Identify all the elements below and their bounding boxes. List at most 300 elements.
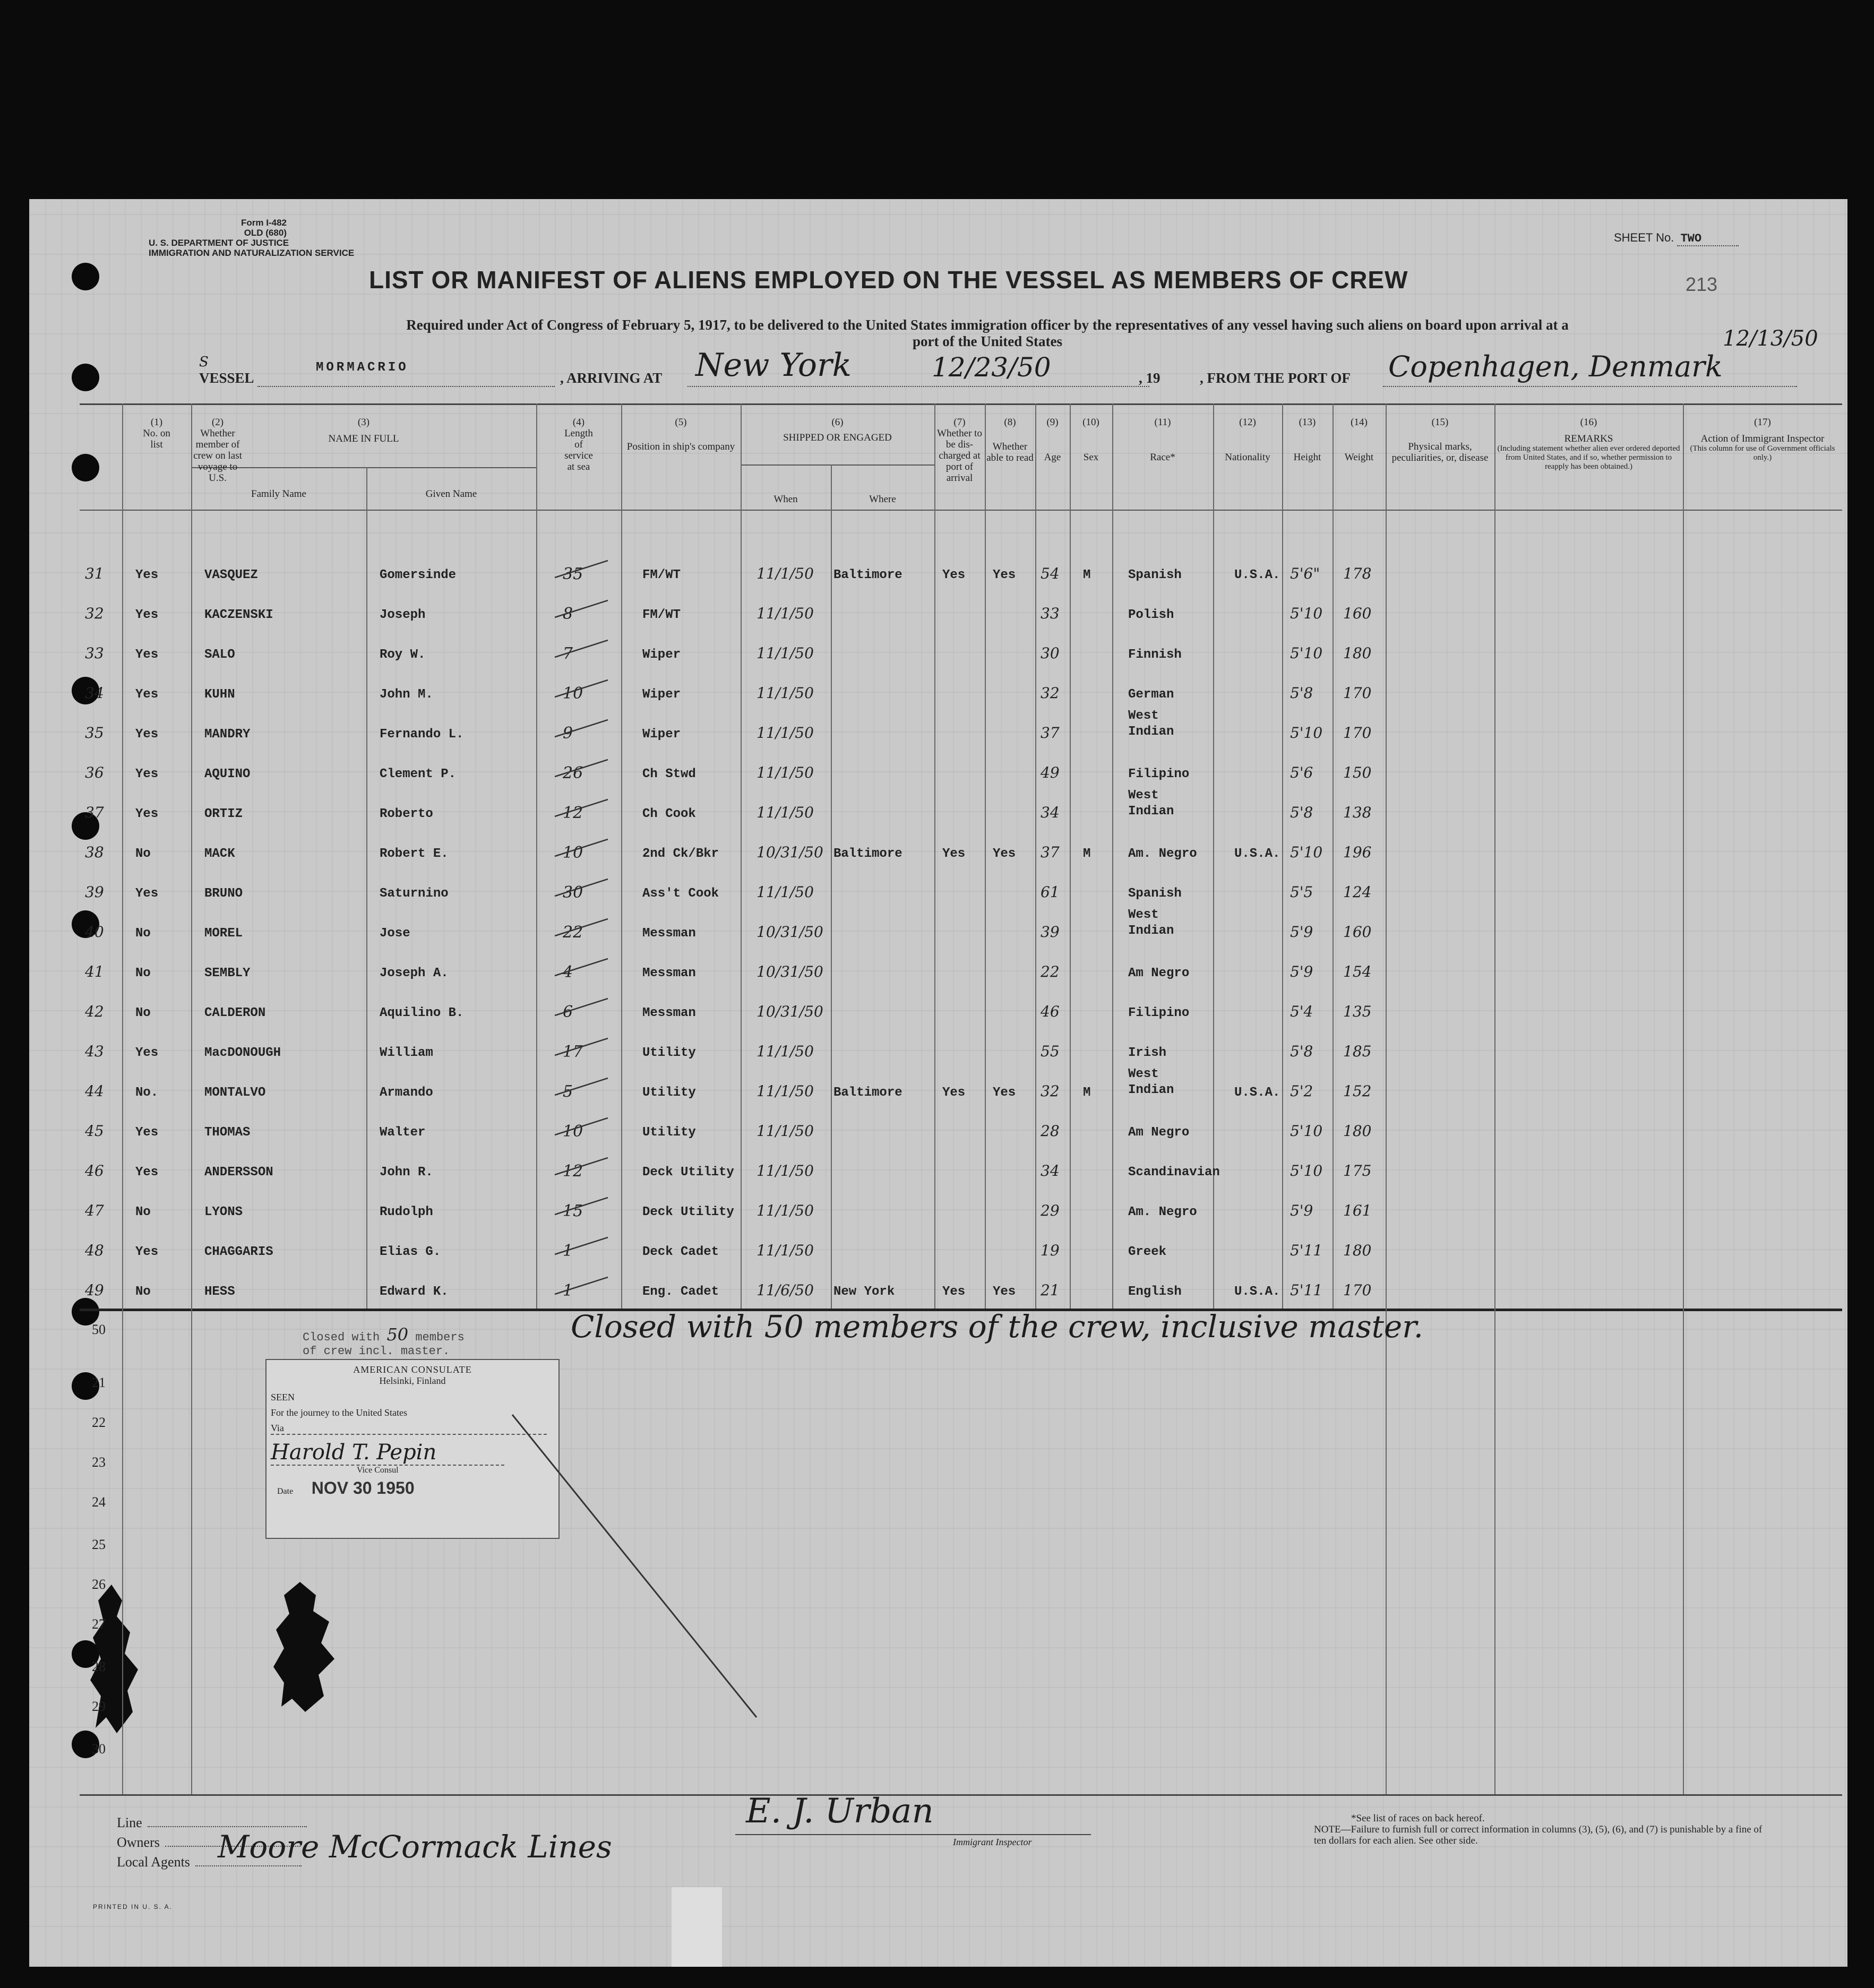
col-num: (11) <box>1154 417 1171 428</box>
row-shipped-where: New York <box>833 1285 895 1299</box>
table-bottom-rule <box>80 1794 1842 1796</box>
vessel-name: MORMACRIO <box>316 360 409 375</box>
row-previous-voyage: Yes <box>135 1125 159 1140</box>
row-service-years: 8 <box>563 605 573 623</box>
col-inspector-note: (This column for use of Government officials only.) <box>1690 444 1835 462</box>
page-number: 213 <box>1686 273 1718 295</box>
races-note: *See list of races on back hereof. <box>1351 1813 1485 1824</box>
row-weight: 152 <box>1343 1082 1372 1100</box>
row-race: Greek <box>1128 1245 1167 1259</box>
row-position: Messman <box>642 966 696 980</box>
tally-stroke <box>552 1074 611 1100</box>
col-num: (4) <box>572 417 585 428</box>
inspector-label: Immigrant Inspector <box>953 1837 1032 1847</box>
row-shipped-when: 10/31/50 <box>757 923 823 941</box>
row-race: Spanish <box>1128 887 1182 901</box>
line-number: 24 <box>92 1494 106 1510</box>
col-num: (2) <box>211 417 224 428</box>
col-family-name: Family Name <box>251 488 306 500</box>
row-discharged: Yes <box>942 568 966 582</box>
row-given-name: John R. <box>380 1165 433 1180</box>
col-physical-marks: Physical marks, peculiarities, or, disease <box>1391 441 1489 463</box>
line-number: 25 <box>92 1537 106 1552</box>
service: IMMIGRATION AND NATURALIZATION SERVICE <box>149 248 355 258</box>
diagonal-stroke <box>507 1409 772 1728</box>
footer-agents-value: Moore McCormack Lines <box>218 1829 612 1865</box>
row-number: 31 <box>85 565 104 582</box>
row-weight: 175 <box>1343 1162 1372 1180</box>
tally-stroke <box>552 1034 611 1061</box>
printed-mark: PRINTED IN U. S. A. <box>93 1903 173 1910</box>
row-height: 5'10 <box>1290 644 1323 662</box>
row-discharged: Yes <box>942 847 966 861</box>
tally-stroke <box>552 716 611 742</box>
row-race: Am. Negro <box>1128 847 1197 861</box>
row-age: 34 <box>1041 1162 1060 1180</box>
row-nationality: U.S.A. <box>1234 568 1280 582</box>
line-number: 28 <box>92 1659 106 1674</box>
row-age: 34 <box>1041 804 1060 821</box>
row-given-name: Gomersinde <box>380 568 457 582</box>
row-family-name: SALO <box>204 648 235 662</box>
tally-stroke <box>552 994 611 1021</box>
row-shipped-when: 11/1/50 <box>757 764 814 781</box>
row-service-years: 17 <box>563 1043 583 1061</box>
row-nationality: U.S.A. <box>1234 1285 1280 1299</box>
inspector-signature: E. J. Urban <box>746 1792 934 1831</box>
row-previous-voyage: Yes <box>135 568 159 582</box>
row-shipped-when: 11/6/50 <box>757 1281 814 1299</box>
row-position: FM/WT <box>642 568 681 582</box>
row-height: 5'10 <box>1290 844 1323 861</box>
col-age: Age <box>1044 452 1061 463</box>
row-given-name: Elias G. <box>380 1245 441 1259</box>
row-race: Scandinavian <box>1128 1165 1220 1180</box>
row-nationality: U.S.A. <box>1234 1086 1280 1100</box>
row-position: Deck Utility <box>642 1165 734 1180</box>
stamp-journey: For the journey to the United States <box>271 1407 407 1418</box>
row-able-to-read: Yes <box>993 568 1016 582</box>
tally-stroke <box>552 835 611 862</box>
row-family-name: MACK <box>204 847 235 861</box>
col-num: (14) <box>1351 417 1368 428</box>
col-when: When <box>773 494 798 505</box>
line-number: 23 <box>92 1455 106 1470</box>
closing-handwritten: Closed with 50 members of the crew, inclusive master. <box>571 1309 1424 1345</box>
row-shipped-when: 11/1/50 <box>757 1202 814 1219</box>
row-weight: 154 <box>1343 963 1372 980</box>
row-family-name: THOMAS <box>204 1125 251 1140</box>
row-number: 43 <box>85 1043 104 1060</box>
row-position: Ch Cook <box>642 807 696 821</box>
row-position: Messman <box>642 926 696 941</box>
row-weight: 178 <box>1343 565 1372 582</box>
row-given-name: Walter <box>380 1125 426 1140</box>
row-previous-voyage: Yes <box>135 727 159 742</box>
row-height: 5'9 <box>1290 963 1313 980</box>
row-given-name: Robert E. <box>380 847 449 861</box>
row-family-name: MANDRY <box>204 727 251 742</box>
line-number: 50 <box>92 1322 106 1337</box>
tally-stroke <box>552 755 611 782</box>
row-service-years: 30 <box>563 883 583 902</box>
col-weight: Weight <box>1344 452 1374 463</box>
col-length-of-service: Length of service at sea <box>564 428 593 472</box>
row-height: 5'11 <box>1290 1281 1323 1299</box>
year-label: , 19 <box>1139 370 1160 386</box>
row-number: 32 <box>85 605 104 622</box>
row-number: 49 <box>85 1281 104 1299</box>
row-given-name: Roy W. <box>380 648 426 662</box>
row-given-name: Saturnino <box>380 887 449 901</box>
tally-stroke <box>552 1233 611 1260</box>
tally-stroke <box>552 676 611 702</box>
tally-stroke <box>552 795 611 822</box>
line-number: 21 <box>92 1375 106 1390</box>
row-position: Messman <box>642 1006 696 1020</box>
closing-typed-suffix: members <box>415 1331 465 1344</box>
row-family-name: MacDONOUGH <box>204 1046 281 1060</box>
row-shipped-when: 10/31/50 <box>757 844 823 861</box>
col-num: (13) <box>1299 417 1316 428</box>
tally-stroke <box>552 1193 611 1220</box>
col-sex: Sex <box>1083 452 1099 463</box>
row-height: 5'6 <box>1290 764 1313 781</box>
footer-line-label: Line <box>117 1815 142 1830</box>
row-number: 39 <box>85 883 104 901</box>
col-able-to-read: Whether able to read <box>986 441 1034 463</box>
row-able-to-read: Yes <box>993 1086 1016 1100</box>
tally-stroke <box>552 1114 611 1140</box>
row-previous-voyage: No <box>135 1285 151 1299</box>
row-age: 19 <box>1041 1242 1060 1259</box>
col-shipped: SHIPPED OR ENGAGED <box>783 432 892 443</box>
col-num: (15) <box>1431 417 1449 428</box>
row-age: 32 <box>1041 1082 1060 1100</box>
s-mark: S <box>199 354 209 370</box>
row-number: 36 <box>85 764 104 781</box>
row-service-years: 1 <box>563 1242 573 1260</box>
row-family-name: CHAGGARIS <box>204 1245 273 1259</box>
row-race: West <box>1128 788 1159 803</box>
row-previous-voyage: Yes <box>135 687 159 702</box>
row-weight: 124 <box>1343 883 1372 901</box>
row-position: Deck Utility <box>642 1205 734 1219</box>
row-family-name: SEMBLY <box>204 966 251 980</box>
row-able-to-read: Yes <box>993 847 1016 861</box>
row-service-years: 4 <box>563 963 573 982</box>
row-number: 33 <box>85 644 104 662</box>
row-race-line2: Indian <box>1128 924 1174 938</box>
row-weight: 135 <box>1343 1003 1372 1020</box>
row-shipped-when: 11/1/50 <box>757 883 814 901</box>
row-previous-voyage: Yes <box>135 648 159 662</box>
row-family-name: MONTALVO <box>204 1086 266 1100</box>
sheet-value: TWO <box>1677 232 1739 246</box>
row-weight: 180 <box>1343 1122 1372 1140</box>
row-position: Wiper <box>642 687 681 702</box>
row-age: 30 <box>1041 644 1060 662</box>
row-service-years: 7 <box>563 644 573 663</box>
row-weight: 180 <box>1343 1242 1372 1259</box>
row-family-name: AQUINO <box>204 767 251 781</box>
closing-typed-line2: of crew incl. master. <box>303 1345 450 1358</box>
row-family-name: BRUNO <box>204 887 243 901</box>
row-race: German <box>1128 687 1174 702</box>
row-position: Wiper <box>642 727 681 742</box>
ink-blot <box>263 1579 342 1717</box>
row-service-years: 9 <box>563 724 573 743</box>
col-num: (12) <box>1239 417 1256 428</box>
row-weight: 196 <box>1343 844 1372 861</box>
closing-count: 50 <box>386 1324 409 1345</box>
row-service-years: 12 <box>563 1162 583 1181</box>
row-age: 33 <box>1041 605 1060 622</box>
row-number: 47 <box>85 1202 104 1219</box>
row-height: 5'8 <box>1290 804 1313 821</box>
vessel-label: VESSEL <box>199 370 254 386</box>
tally-stroke <box>552 875 611 901</box>
row-service-years: 5 <box>563 1082 573 1101</box>
row-family-name: MOREL <box>204 926 243 941</box>
row-position: Eng. Cadet <box>642 1285 719 1299</box>
row-position: Wiper <box>642 648 681 662</box>
row-height: 5'10 <box>1290 1162 1323 1180</box>
row-race: Am Negro <box>1128 966 1190 980</box>
footer-agents-label: Local Agents <box>117 1854 190 1870</box>
row-height: 5'8 <box>1290 1043 1313 1060</box>
stamp-signature: Harold T. Pepin <box>271 1440 504 1466</box>
row-family-name: ANDERSSON <box>204 1165 273 1180</box>
row-given-name: John M. <box>380 687 433 702</box>
row-given-name: Rudolph <box>380 1205 433 1219</box>
row-family-name: ORTIZ <box>204 807 243 821</box>
row-shipped-when: 11/1/50 <box>757 1043 814 1060</box>
department: U. S. DEPARTMENT OF JUSTICE <box>149 238 289 248</box>
row-age: 39 <box>1041 923 1060 941</box>
row-race: West <box>1128 908 1159 922</box>
row-previous-voyage: No. <box>135 1086 159 1100</box>
row-position: Deck Cadet <box>642 1245 719 1259</box>
col-previous-voyage: Whether member of crew on last voyage to U.S. <box>193 428 242 484</box>
row-previous-voyage: Yes <box>135 807 159 821</box>
row-given-name: Joseph A. <box>380 966 449 980</box>
row-height: 5'10 <box>1290 1122 1323 1140</box>
row-race: English <box>1128 1285 1182 1299</box>
stamp-date: NOV 30 1950 <box>311 1478 415 1498</box>
row-race-line2: Indian <box>1128 725 1174 739</box>
row-race: Finnish <box>1128 648 1182 662</box>
row-position: Ass't Cook <box>642 887 719 901</box>
row-position: Utility <box>642 1046 696 1060</box>
row-previous-voyage: No <box>135 1205 151 1219</box>
row-given-name: Clement P. <box>380 767 457 781</box>
row-height: 5'8 <box>1290 684 1313 702</box>
row-service-years: 12 <box>563 804 583 822</box>
stamp-date-label: Date <box>277 1487 294 1496</box>
page-title: LIST OR MANIFEST OF ALIENS EMPLOYED ON THE VESSEL AS MEMBERS OF CREW <box>369 266 1408 294</box>
row-shipped-when: 11/1/50 <box>757 804 814 821</box>
row-sex: M <box>1083 1086 1091 1100</box>
col-no-on-list: No. on list <box>143 428 170 450</box>
row-given-name: Jose <box>380 926 410 941</box>
arriving-label: , ARRIVING AT <box>560 370 663 386</box>
row-previous-voyage: Yes <box>135 1165 159 1180</box>
row-family-name: LYONS <box>204 1205 243 1219</box>
line-number: 27 <box>92 1616 106 1632</box>
col-height: Height <box>1293 452 1321 463</box>
row-sex: M <box>1083 847 1091 861</box>
row-given-name: Armando <box>380 1086 433 1100</box>
row-discharged: Yes <box>942 1285 966 1299</box>
row-able-to-read: Yes <box>993 1285 1016 1299</box>
requirement-text-2: port of the United States <box>913 333 1062 349</box>
row-race: Am Negro <box>1128 1125 1190 1140</box>
header-bottom-rule <box>80 510 1842 511</box>
row-height: 5'11 <box>1290 1242 1323 1259</box>
row-shipped-when: 11/1/50 <box>757 684 814 702</box>
row-height: 5'10 <box>1290 605 1323 622</box>
sheet-label: SHEET No. <box>1614 231 1674 244</box>
row-shipped-when: 11/1/50 <box>757 1082 814 1100</box>
row-shipped-when: 11/1/50 <box>757 565 814 582</box>
row-discharged: Yes <box>942 1086 966 1100</box>
row-race-line2: Indian <box>1128 1083 1174 1097</box>
row-previous-voyage: Yes <box>135 767 159 781</box>
col-num: (6) <box>831 417 844 428</box>
row-race: Am. Negro <box>1128 1205 1197 1219</box>
row-shipped-when: 11/1/50 <box>757 1162 814 1180</box>
row-shipped-where: Baltimore <box>833 1086 902 1100</box>
row-number: 46 <box>85 1162 104 1180</box>
row-number: 40 <box>85 923 104 941</box>
row-service-years: 22 <box>563 923 583 942</box>
row-number: 45 <box>85 1122 104 1140</box>
col-num: (8) <box>1004 417 1016 428</box>
row-number: 38 <box>85 844 104 861</box>
row-race: Filipino <box>1128 767 1190 781</box>
col-name-in-full: NAME IN FULL <box>328 433 399 444</box>
row-number: 42 <box>85 1003 104 1020</box>
col-remarks: REMARKS <box>1564 433 1613 444</box>
row-age: 46 <box>1041 1003 1060 1020</box>
row-age: 22 <box>1041 963 1060 980</box>
row-position: Ch Stwd <box>642 767 696 781</box>
row-weight: 160 <box>1343 923 1372 941</box>
tally-stroke <box>552 636 611 662</box>
row-given-name: William <box>380 1046 433 1060</box>
row-given-name: Edward K. <box>380 1285 449 1299</box>
row-shipped-when: 11/1/50 <box>757 724 814 742</box>
tally-stroke <box>552 915 611 941</box>
row-race: Irish <box>1128 1046 1167 1060</box>
row-shipped-when: 11/1/50 <box>757 605 814 622</box>
row-height: 5'5 <box>1290 883 1313 901</box>
col-remarks-note: (Including statement whether alien ever ordered deported from United States, and if so, whether permission to reapply has been obtained.) <box>1497 444 1680 471</box>
row-service-years: 15 <box>563 1202 583 1220</box>
row-age: 49 <box>1041 764 1060 781</box>
row-service-years: 35 <box>563 565 583 583</box>
punch-hole <box>72 364 99 391</box>
tally-stroke <box>552 1154 611 1180</box>
row-family-name: CALDERON <box>204 1006 266 1020</box>
row-previous-voyage: Yes <box>135 1245 159 1259</box>
row-weight: 170 <box>1343 1281 1372 1299</box>
col-num: (1) <box>150 417 163 428</box>
row-race: West <box>1128 709 1159 723</box>
row-number: 41 <box>85 963 104 980</box>
ink-blot <box>80 1579 149 1739</box>
row-height: 5'10 <box>1290 724 1323 742</box>
row-number: 35 <box>85 724 104 742</box>
row-shipped-when: 11/1/50 <box>757 1242 814 1259</box>
row-previous-voyage: No <box>135 926 151 941</box>
col-where: Where <box>869 494 896 505</box>
row-weight: 170 <box>1343 724 1372 742</box>
stamp-via: Via <box>271 1423 284 1433</box>
row-weight: 180 <box>1343 644 1372 662</box>
row-given-name: Fernando L. <box>380 727 464 742</box>
row-weight: 138 <box>1343 804 1372 821</box>
row-height: 5'4 <box>1290 1003 1313 1020</box>
tally-stroke <box>552 954 611 981</box>
stamp-seen: SEEN <box>271 1392 295 1402</box>
from-label: , FROM THE PORT OF <box>1200 370 1351 386</box>
arrival-date: 12/23/50 <box>932 352 1051 383</box>
col-num: (10) <box>1082 417 1099 428</box>
row-service-years: 10 <box>563 684 583 703</box>
col-race: Race* <box>1150 452 1175 463</box>
manifest-sheet <box>29 199 1847 1967</box>
row-height: 5'9 <box>1290 923 1313 941</box>
line-number: 29 <box>92 1699 106 1714</box>
row-service-years: 1 <box>563 1281 573 1300</box>
row-shipped-where: Baltimore <box>833 568 902 582</box>
shipped-divider <box>741 464 934 466</box>
col-inspector-action: Action of Immigrant Inspector <box>1700 433 1825 444</box>
form-number: Form I-482 <box>241 218 287 228</box>
stamp-role: Vice Consul <box>357 1466 399 1475</box>
tally-stroke <box>552 556 611 583</box>
penalty-note: NOTE—Failure to furnish full or correct information in columns (3), (5), (6), and (7) is punishable by a fine of ten dollars for each alien. See other side. <box>1314 1824 1763 1846</box>
col-num: (9) <box>1046 417 1059 428</box>
row-family-name: KACZENSKI <box>204 608 273 622</box>
row-age: 29 <box>1041 1202 1060 1219</box>
requirement-text: Required under Act of Congress of February 5, 1917, to be delivered to the United States immigration officer by the representatives of any vessel having such aliens on board upon arrival at a <box>406 317 1569 333</box>
row-number: 44 <box>85 1082 104 1100</box>
arriving-place: New York <box>695 347 852 384</box>
row-race: West <box>1128 1067 1159 1081</box>
row-weight: 185 <box>1343 1043 1372 1060</box>
row-position: 2nd Ck/Bkr <box>642 847 719 861</box>
row-shipped-when: 10/31/50 <box>757 963 823 980</box>
line-number: 22 <box>92 1415 106 1430</box>
footer-owners-label: Owners <box>117 1835 160 1850</box>
row-race: Polish <box>1128 608 1174 622</box>
row-position: Utility <box>642 1086 696 1100</box>
row-age: 55 <box>1041 1043 1060 1060</box>
table-top-rule <box>80 403 1842 405</box>
punch-hole <box>72 263 99 290</box>
punch-hole <box>72 454 99 481</box>
row-race-line2: Indian <box>1128 804 1174 819</box>
row-weight: 150 <box>1343 764 1372 781</box>
row-family-name: VASQUEZ <box>204 568 258 582</box>
row-number: 48 <box>85 1242 104 1259</box>
row-position: FM/WT <box>642 608 681 622</box>
row-number: 34 <box>85 684 104 702</box>
depart-date: 12/13/50 <box>1723 326 1818 351</box>
